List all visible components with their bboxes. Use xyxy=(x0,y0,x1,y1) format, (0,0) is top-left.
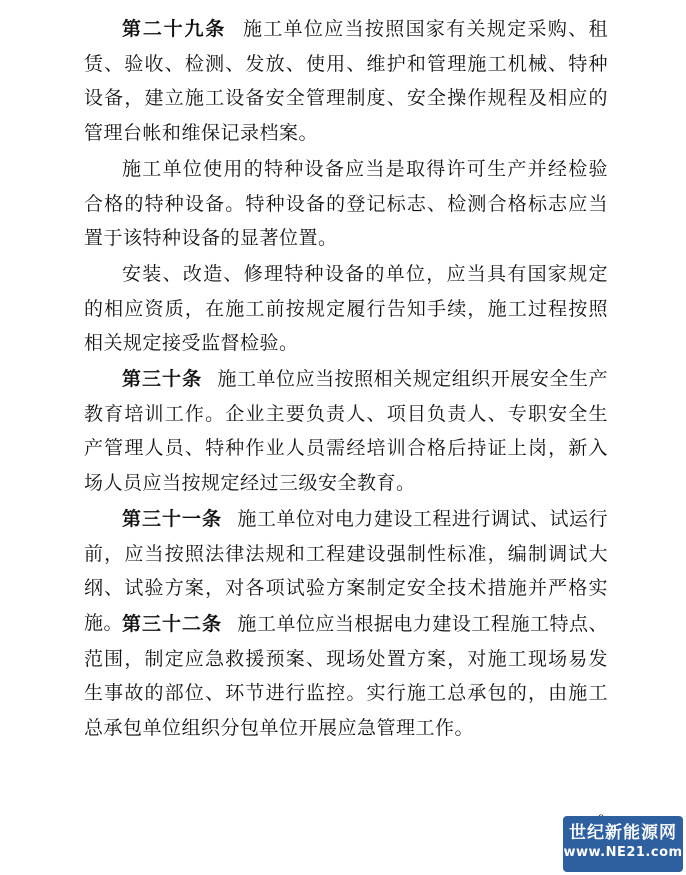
article-29-paragraph-2 xyxy=(84,152,608,256)
article-30 xyxy=(84,362,608,500)
article-label: 第三十一条 xyxy=(122,508,223,530)
article-label: 第二十九条 xyxy=(122,18,227,40)
article-29-paragraph-3 xyxy=(84,257,608,361)
paragraph-body: 施工单位使用的特种设备应当是取得许可生产并经检验合格的特种设备。特种设备的登记标志、检测合格标志应当置于该特种设备的显著位置。 xyxy=(84,158,608,249)
watermark-site-name: 世纪新能源网 xyxy=(569,823,677,843)
article-32 xyxy=(84,607,608,745)
article-29 xyxy=(84,12,608,150)
article-body: 施工单位对电力建设工程进行调试、试运行前，应当按照法律法规和工程建设强制性标准，编制调试大纲、试验方案，对各项试验方案制定安全技术措施并严格实施。 xyxy=(84,508,608,634)
site-watermark-logo xyxy=(563,816,683,872)
article-label: 第三十条 xyxy=(122,368,203,390)
article-body: 施工单位应当按照国家有关规定采购、租赁、验收、检测、发放、使用、维护和管理施工机械、特种设备，建立施工设备安全管理制度、安全操作规程及相应的管理台帐和维保记录档案。 xyxy=(84,18,608,144)
article-body: 施工单位应当根据电力建设工程施工特点、范围，制定应急救援预案、现场处置方案，对施工现场易发生事故的部位、环节进行监控。实行施工总承包的，由施工总承包单位组织分包单位开展应急管理工作。 xyxy=(84,613,608,739)
watermark-url: www.NE21.com xyxy=(563,845,683,860)
paragraph-body: 安装、改造、修理特种设备的单位，应当具有国家规定的相应资质，在施工前按规定履行告知手续，施工过程按照相关规定接受监督检验。 xyxy=(84,263,608,354)
article-label: 第三十二条 xyxy=(122,613,223,635)
article-body: 施工单位应当按照相关规定组织开展安全生产教育培训工作。企业主要负责人、项目负责人、专职安全生产管理人员、特种作业人员需经培训合格后持证上岗，新入场人员应当按规定经过三级安全教育。 xyxy=(84,368,608,494)
